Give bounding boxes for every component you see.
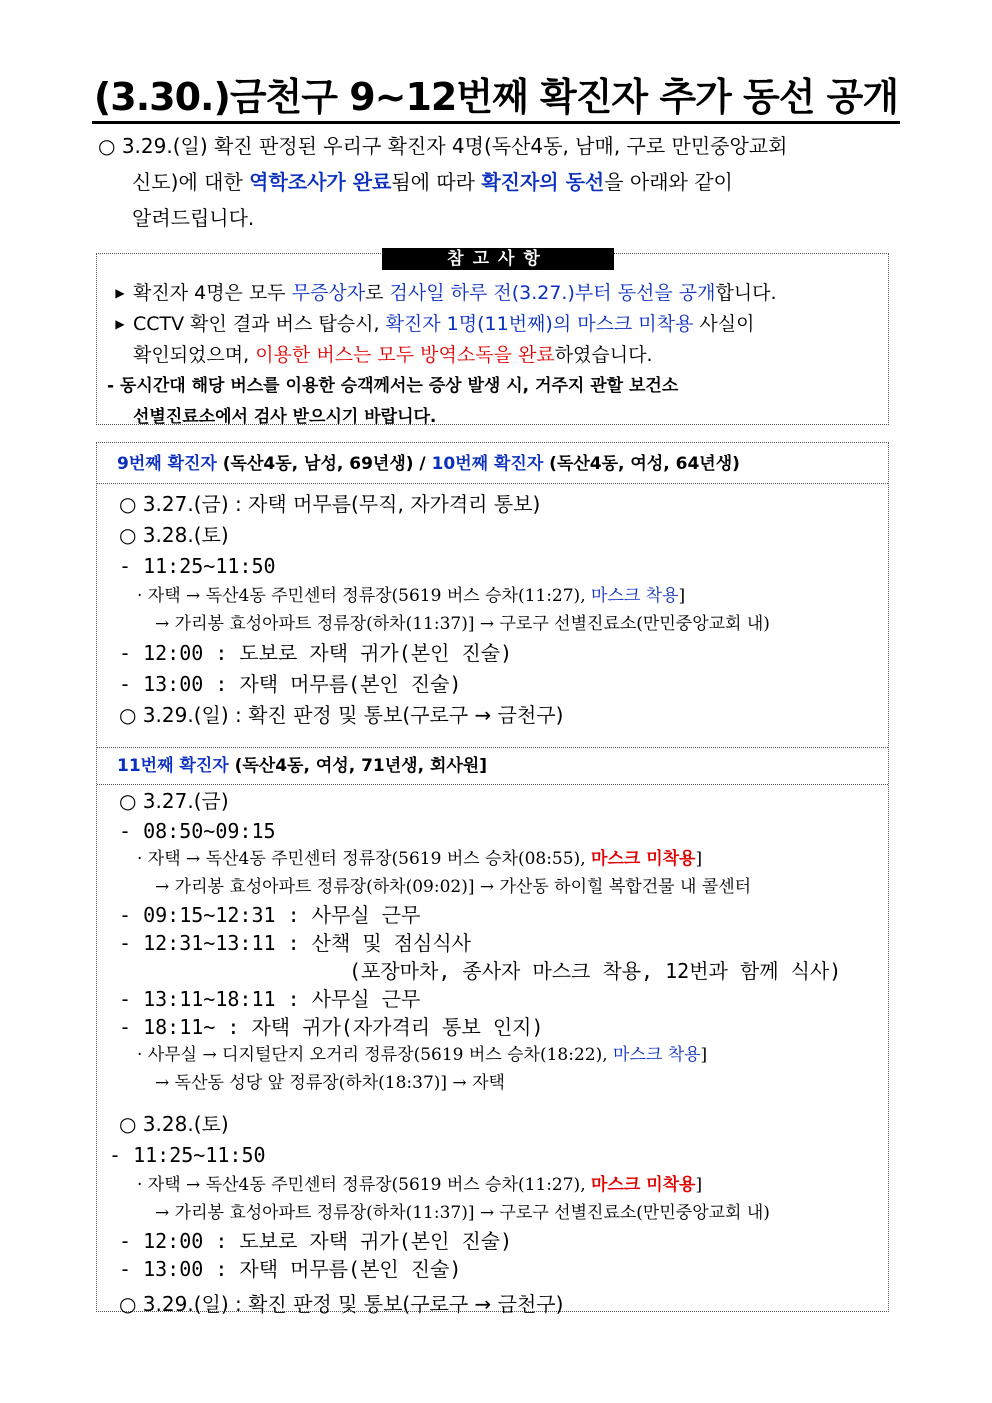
route-line: - 11:25~11:50 xyxy=(109,1143,266,1167)
route-line: - 12:00 : 도보로 자택 귀가(본인 진술) xyxy=(119,641,513,665)
route-line: - 13:11~18:11 : 사무실 근무 xyxy=(119,987,421,1011)
reference-label: 참고사항 xyxy=(382,248,614,270)
page-title: (3.30.)금천구 9~12번째 확진자 추가 동선 공개 xyxy=(0,66,992,121)
patient-9-10-header: 9번째 확진자 (독산4동, 남성, 69년생) / 10번째 확진자 (독산4동, 여성, 64년생) xyxy=(117,454,740,474)
reference-note-1: - 동시간대 해당 버스를 이용한 승객께서는 증상 발생 시, 거주지 관할 보건소 xyxy=(107,376,679,396)
reference-item-2: ▶ CCTV 확인 결과 버스 탑승시, 확진자 1명(11번째)의 마스크 미착용 사실이 xyxy=(107,309,882,340)
reference-item-2-cont: 확인되었으며, 이용한 버스는 모두 방역소독을 완료하였습니다. xyxy=(133,344,653,366)
route-line: - 13:00 : 자택 머무름(본인 진술) xyxy=(119,1257,462,1281)
route-line: ○ 3.28.(토) xyxy=(119,523,229,547)
route-line: - 11:25~11:50 xyxy=(119,554,276,578)
patient-routes-box xyxy=(96,442,889,1316)
route-line: - 12:00 : 도보로 자택 귀가(본인 진술) xyxy=(119,1229,513,1253)
route-detail: · 자택 → 독산4동 주민센터 정류장(5619 버스 승차(11:27), 마스크 미착용] xyxy=(137,1175,703,1195)
intro-paragraph xyxy=(98,128,888,236)
route-detail: · 사무실 → 디지털단지 오거리 정류장(5619 버스 승차(18:22), 마스크 착용] xyxy=(137,1045,708,1065)
reference-box xyxy=(96,253,889,425)
reference-note-2: 선별진료소에서 검사 받으시기 바랍니다. xyxy=(133,407,437,427)
route-detail: → 가리봉 효성아파트 정류장(하차(11:37)] → 구로구 선별진료소(만민중앙교회 내) xyxy=(155,1203,770,1223)
patient-11-route xyxy=(109,786,879,1320)
intro-line-3: 알려드립니다. xyxy=(132,206,255,230)
intro-line-2: 신도)에 대한 역학조사가 완료됨에 따라 확진자의 동선을 아래와 같이 xyxy=(132,170,733,194)
triangle-bullet-icon: ▶ xyxy=(115,286,125,300)
divider xyxy=(97,483,888,484)
route-line: ○ 3.29.(일) : 확진 판정 및 통보(구로구 → 금천구) xyxy=(119,703,564,727)
route-line: ○ 3.28.(토) xyxy=(119,1112,229,1136)
route-line: - 12:31~13:11 : 산책 및 점심식사 xyxy=(119,931,471,955)
route-line: (포장마차, 종사자 마스크 착용, 12번과 함께 식사) xyxy=(349,959,842,983)
route-detail: · 자택 → 독산4동 주민센터 정류장(5619 버스 승차(08:55), 마스크 미착용] xyxy=(137,849,703,869)
patient-11-header: 11번째 확진자 (독산4동, 여성, 71년생, 회사원] xyxy=(117,756,487,776)
route-detail: → 가리봉 효성아파트 정류장(하차(09:02)] → 가산동 하이힐 복합건물 내 콜센터 xyxy=(155,877,752,897)
route-detail: · 자택 → 독산4동 주민센터 정류장(5619 버스 승차(11:27), 마스크 착용] xyxy=(137,586,686,606)
reference-item-1: ▶ 확진자 4명은 모두 무증상자로 검사일 하루 전(3.27.)부터 동선을 공개합니다. xyxy=(107,278,882,309)
triangle-bullet-icon: ▶ xyxy=(115,317,125,331)
route-detail: → 독산동 성당 앞 정류장(하차(18:37)] → 자택 xyxy=(155,1073,505,1093)
intro-line-1: ○ 3.29.(일) 확진 판정된 우리구 확진자 4명(독산4동, 남매, 구로 만민중앙교회 xyxy=(98,134,788,158)
patient-9-10-route xyxy=(119,489,879,731)
divider xyxy=(97,784,888,785)
route-detail: → 가리봉 효성아파트 정류장(하차(11:37)] → 구로구 선별진료소(만민중앙교회 내) xyxy=(155,614,770,634)
reference-body xyxy=(107,278,882,433)
route-line: - 18:11~ : 자택 귀가(자가격리 통보 인지) xyxy=(119,1015,544,1039)
route-line: ○ 3.27.(금) : 자택 머무름(무직, 자가격리 통보) xyxy=(119,492,541,516)
route-line: - 09:15~12:31 : 사무실 근무 xyxy=(119,903,421,927)
route-line: ○ 3.27.(금) xyxy=(119,789,229,813)
route-line: - 08:50~09:15 xyxy=(119,819,276,843)
route-line: - 13:00 : 자택 머무름(본인 진술) xyxy=(119,672,462,696)
route-line: ○ 3.29.(일) : 확진 판정 및 통보(구로구 → 금천구) xyxy=(119,1292,564,1316)
